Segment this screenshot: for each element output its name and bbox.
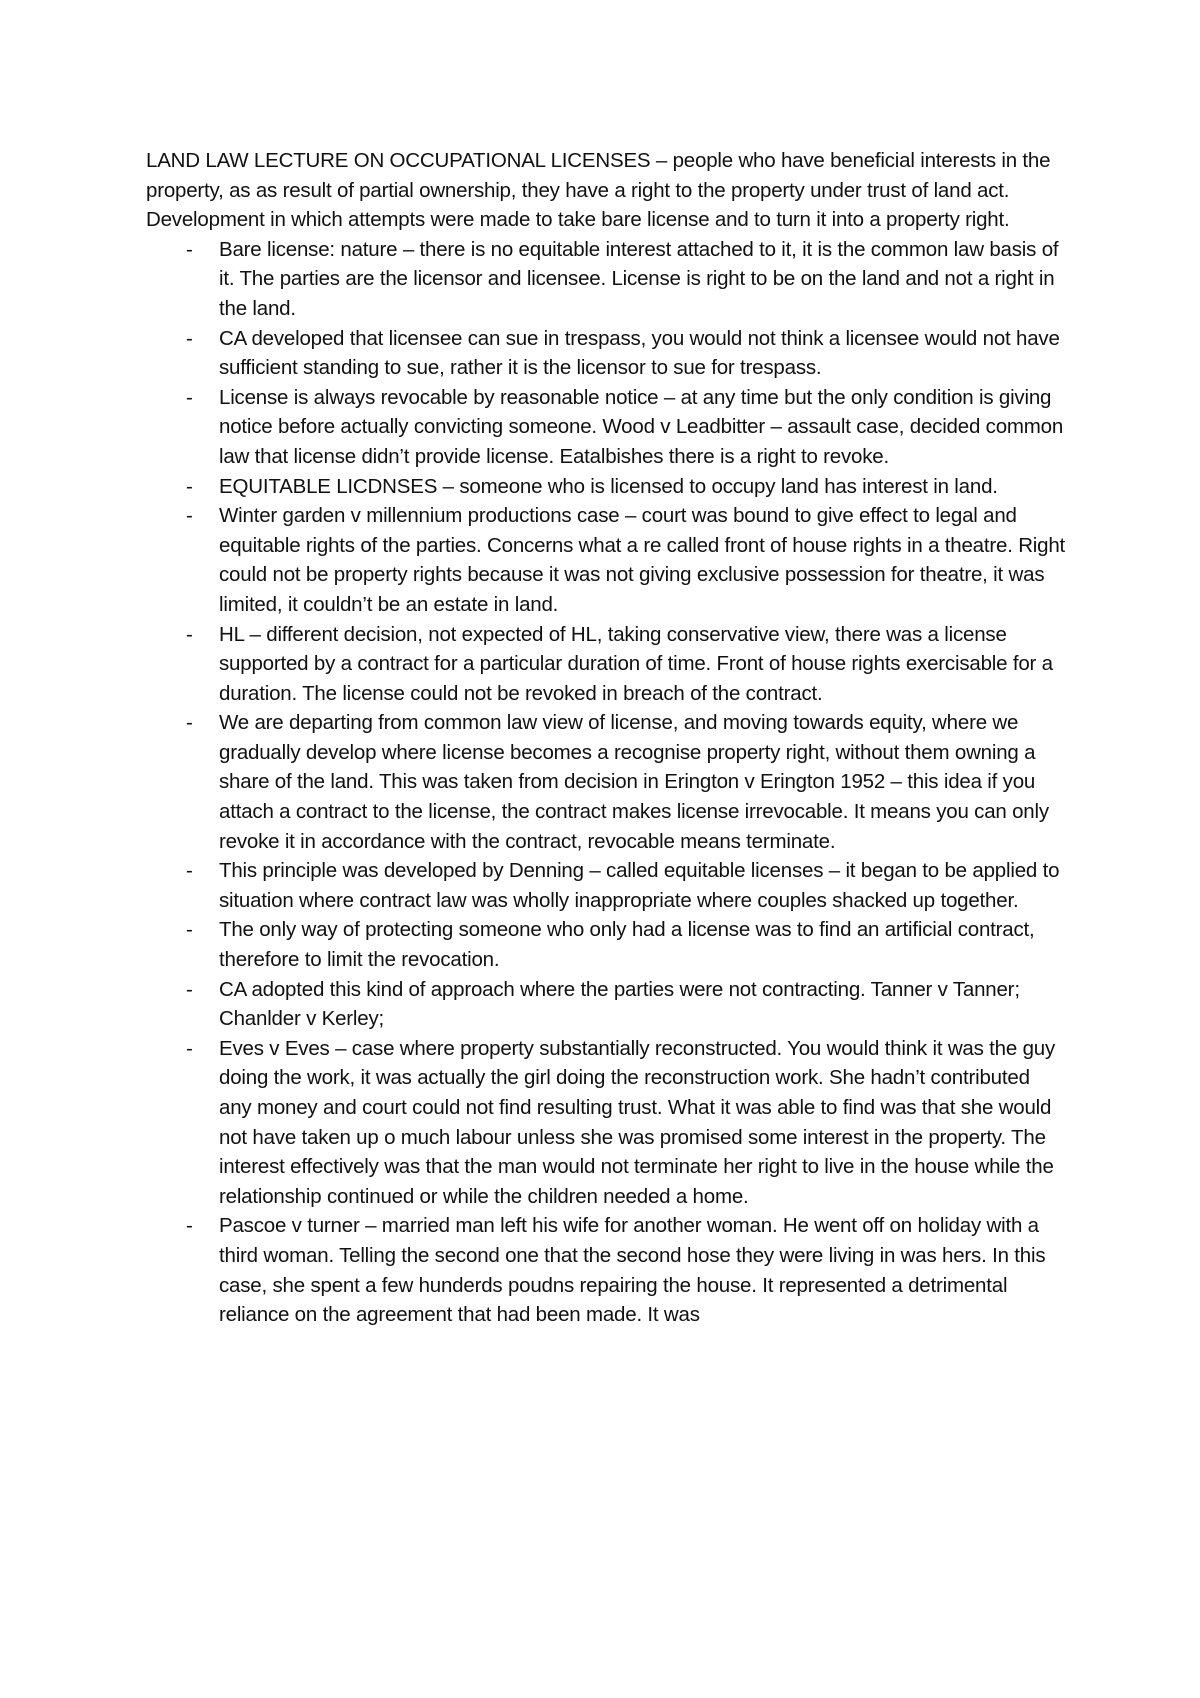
bullet-text: CA developed that licensee can sue in trespass, you would not think a licensee would not have sufficient standing to sue, rather it is the licensor to sue for trespass. [219,326,1060,380]
bullet-list [146,235,1066,1330]
bullet-dash: - [186,1036,193,1060]
bullet-text: License is always revocable by reasonable notice – at any time but the only condition is giving notice before actually convicting someone. Wood v Leadbitter – assault case, decided common law that license didn’t provide license. Eatalbishes there is a right to revoke. [219,385,1064,468]
bullet-text: Eves v Eves – case where property substantially reconstructed. You would think it was the guy doing the work, it was actually the girl doing the reconstruction work. She hadn’t contributed any money and court could not find resulting trust. What it was able to find was that she would not have taken up o much labour unless she was promised some interest in the property. The interest effectively was that the man would not terminate her right to live in the house while the relationship continued or while the children needed a home. [219,1036,1056,1208]
bullet-dash: - [186,622,193,646]
bullet-dash: - [186,977,193,1001]
bullet-dash: - [186,504,193,528]
list-item [146,975,1066,1034]
bullet-text: We are departing from common law view of license, and moving towards equity, where we gradually develop where license becomes a recognise property right, without them owning a share of the land. This was taken from decision in Erington v Erington 1952 – this idea if you attach a contract to the license, the contract makes license irrevocable. It means you can only revoke it in accordance with the contract, revocable means terminate. [219,711,1049,853]
bullet-text: This principle was developed by Denning – called equitable licenses – it began to be applied to situation where contract law was wholly inappropriate where couples shacked up together. [219,859,1060,912]
bullet-text: The only way of protecting someone who only had a license was to find an artificial contract, therefore to limit the revocation. [219,918,1035,972]
bullet-text: CA adopted this kind of approach where the parties were not contracting. Tanner v Tanner; Chanlder v Kerley; [219,977,1020,1031]
bullet-dash: - [186,918,193,942]
bullet-text: Bare license: nature – there is no equitable interest attached to it, it is the common law basis of it. The parties are the licensor and licensee. License is right to be on the land and not a right in the land. [219,237,1059,320]
list-item [146,383,1066,472]
bullet-dash: - [186,1214,193,1238]
document-body [146,146,1066,1330]
list-item [146,1211,1066,1329]
bullet-dash: - [186,326,193,350]
development-paragraph: Development in which attempts were made to take bare license and to turn it into a property right. [146,208,1010,232]
bullet-dash: - [186,237,193,261]
list-item [146,856,1066,915]
list-item [146,620,1066,709]
bullet-dash: - [186,859,193,883]
intro-paragraph: LAND LAW LECTURE ON OCCUPATIONAL LICENSES – people who have beneficial interests in the property, as as result of partial ownership, they have a right to the property under trust of land act. [146,149,1051,202]
list-item [146,708,1066,856]
list-item [146,501,1066,619]
list-item [146,472,1066,502]
bullet-text: Pascoe v turner – married man left his wife for another woman. He went off on holiday with a third woman. Telling the second one that the second hose they were living in was hers. In this case, she spent a few hunderds poudns repairing the house. It represented a detrimental reliance on the agreement that had been made. It was [219,1214,1046,1327]
list-item [146,915,1066,974]
list-item [146,235,1066,324]
bullet-dash: - [186,385,193,409]
list-item [146,324,1066,383]
bullet-text: Winter garden v millennium productions case – court was bound to give effect to legal and equitable rights of the parties. Concerns what a re called front of house rights in a theatre. Right could not be property rights because it was not giving exclusive possession for theatre, it was limited, it couldn’t be an estate in land. [219,504,1066,616]
bullet-text: EQUITABLE LICDNSES – someone who is licensed to occupy land has interest in land. [219,474,998,498]
list-item [146,1034,1066,1212]
bullet-dash: - [186,474,193,498]
bullet-dash: - [186,711,193,735]
bullet-text: HL – different decision, not expected of HL, taking conservative view, there was a license supported by a contract for a particular duration of time. Front of house rights exercisable for a duration. The license could not be revoked in breach of the contract. [219,622,1053,705]
